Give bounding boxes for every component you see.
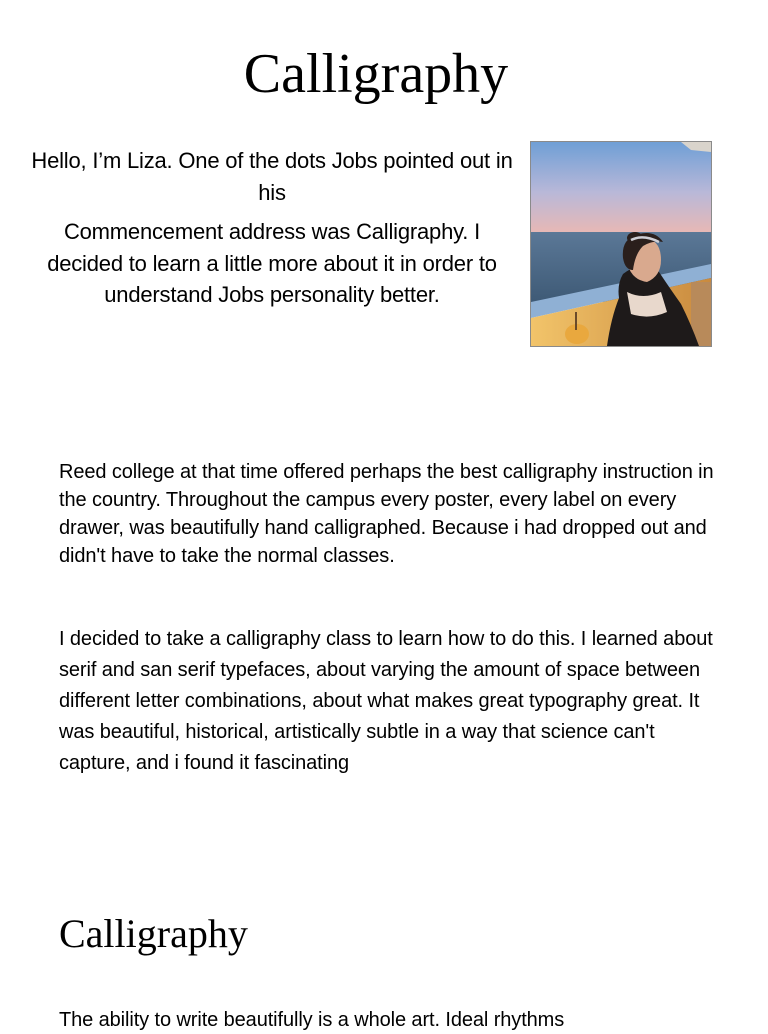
page-title: Calligraphy	[243, 43, 509, 105]
section-heading: Calligraphy	[59, 911, 248, 956]
portrait-photo	[530, 141, 712, 347]
intro-line-1: Hello, I’m Liza. One of the dots Jobs pointed out in his	[31, 148, 513, 205]
intro-line-2: Commencement address was Calligraphy. I decided to learn a little more about it in order to understand Jobs personality better.	[47, 219, 497, 307]
portrait-photo-image	[531, 142, 711, 346]
paragraph-reed-college: Reed college at that time offered perhaps the best calligraphy instruction in the country. Throughout the campus every poster, every label on every drawer, was beautifully hand calligraphed. Because i had dropped out and didn't have to take the normal classes.	[59, 461, 714, 567]
intro-text	[24, 145, 520, 311]
paragraph-calligraphy-art: The ability to write beautifully is a whole art. Ideal rhythms	[59, 1009, 565, 1031]
paragraph-calligraphy-class: I decided to take a calligraphy class to learn how to do this. I learned about serif and san serif typefaces, about varying the amount of space between different letter combinations, about what makes great typography great. It was beautiful, historical, artistically subtle in a way that science can't capture, and i found it fascinating	[59, 628, 713, 774]
